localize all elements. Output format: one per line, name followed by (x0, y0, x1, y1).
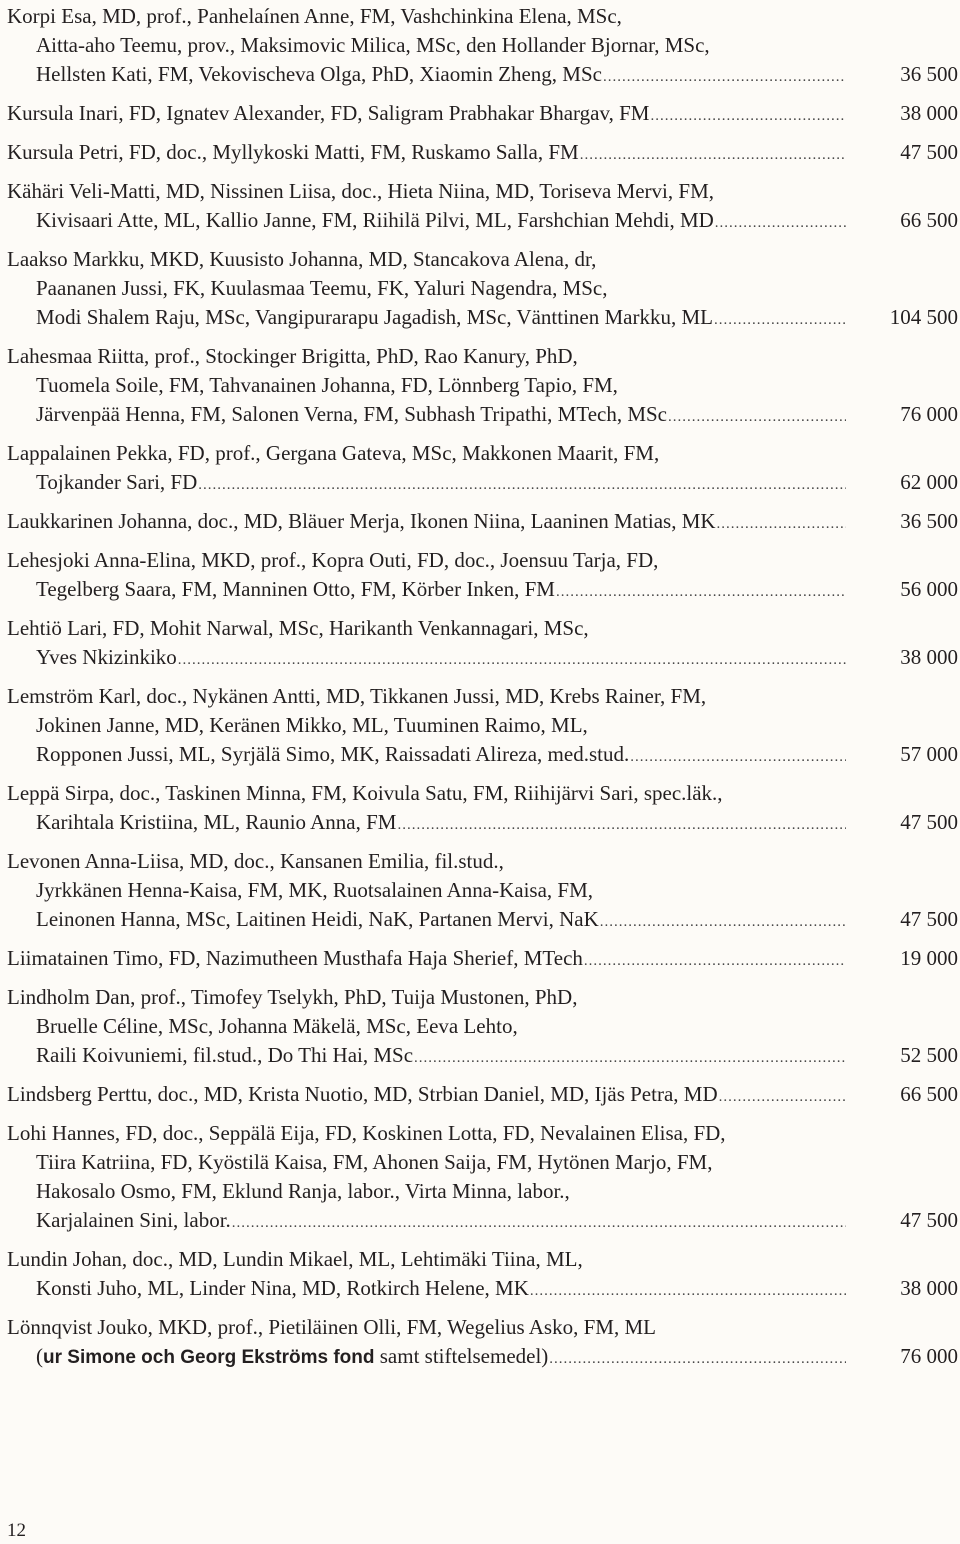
entry-line-text: Lappalainen Pekka, FD, prof., Gergana Gateva, MSc, Makkonen Maarit, FM, (7, 441, 660, 465)
grant-amount: 52 500 (900, 1043, 958, 1067)
entry-line (7, 1274, 958, 1303)
entry-line-text: Lohi Hannes, FD, doc., Seppälä Eija, FD, Koskinen Lotta, FD, Nevalainen Elisa, FD, (7, 1121, 726, 1145)
entry-line-text: Laukkarinen Johanna, doc., MD, Bläuer Merja, Ikonen Niina, Laaninen Matias, MK (7, 509, 716, 533)
dot-leader (668, 400, 846, 432)
entry-line-text: Ropponen Jussi, ML, Syrjälä Simo, MK, Raissadati Alireza, med.stud. (36, 742, 630, 766)
entry-line (7, 177, 958, 206)
entry-line (7, 1206, 958, 1235)
entry-line (7, 1080, 958, 1109)
entry-line (7, 740, 958, 769)
entry-line-text: Karihtala Kristiina, ML, Raunio Anna, FM (36, 810, 397, 834)
entry-line-text: Kähäri Veli-Matti, MD, Nissinen Liisa, doc., Hieta Niina, MD, Toriseva Mervi, FM, (7, 179, 714, 203)
dot-leader (719, 1080, 846, 1112)
entry-line (7, 507, 958, 536)
grant-entry (7, 546, 958, 604)
entry-line (7, 546, 958, 575)
grant-amount: 66 500 (900, 1082, 958, 1106)
entry-line-text: Leppä Sirpa, doc., Taskinen Minna, FM, Koivula Satu, FM, Riihijärvi Sari, spec.läk., (7, 781, 723, 805)
entry-line-text: Jyrkkänen Henna-Kaisa, FM, MK, Ruotsalainen Anna-Kaisa, FM, (36, 878, 593, 902)
grant-entry (7, 847, 958, 934)
entry-line (7, 944, 958, 973)
entry-line-text: Lemström Karl, doc., Nykänen Antti, MD, Tikkanen Jussi, MD, Krebs Rainer, FM, (7, 684, 707, 708)
entry-line-text: Laakso Markku, MKD, Kuusisto Johanna, MD, Stancakova Alena, dr, (7, 247, 597, 271)
entry-line-text: Kursula Petri, FD, doc., Myllykoski Matti, FM, Ruskamo Salla, FM (7, 140, 579, 164)
entry-line-text: Tiira Katriina, FD, Kyöstilä Kaisa, FM, Ahonen Saija, FM, Hytönen Marjo, FM, (36, 1150, 713, 1174)
entry-line-text: Tuomela Soile, FM, Tahvanainen Johanna, FD, Lönnberg Tapio, FM, (36, 373, 618, 397)
entry-line-text: Modi Shalem Raju, MSc, Vangipurarapu Jagadish, MSc, Vänttinen Markku, ML (36, 305, 713, 329)
grant-entry (7, 614, 958, 672)
entry-line (7, 847, 958, 876)
grant-entry (7, 507, 958, 536)
grant-entry (7, 99, 958, 128)
entry-line-text: Jokinen Janne, MD, Keränen Mikko, ML, Tuuminen Raimo, ML, (36, 713, 588, 737)
entry-line (7, 245, 958, 274)
grant-entry (7, 245, 958, 332)
entry-line (7, 303, 958, 332)
grant-entry (7, 1119, 958, 1235)
fund-name: ur Simone och Georg Ekströms fond (43, 1347, 375, 1368)
dot-leader (717, 507, 846, 539)
grant-entry (7, 2, 958, 89)
entry-line-text: Levonen Anna-Liisa, MD, doc., Kansanen Emilia, fil.stud., (7, 849, 504, 873)
entry-line (7, 274, 958, 303)
entry-line-text: Lindholm Dan, prof., Timofey Tselykh, PhD, Tuija Mustonen, PhD, (7, 985, 578, 1009)
entry-line-text: Karjalainen Sini, labor. (36, 1208, 231, 1232)
dot-leader (603, 60, 846, 92)
entry-line (7, 99, 958, 128)
entry-line (7, 1012, 958, 1041)
grant-entry (7, 944, 958, 973)
entry-line-text: Tegelberg Saara, FM, Manninen Otto, FM, Körber Inken, FM (36, 577, 555, 601)
entry-line (7, 1041, 958, 1070)
grant-entry (7, 439, 958, 497)
grant-amount: 36 500 (900, 509, 958, 533)
entry-line-text: Hellsten Kati, FM, Vekovischeva Olga, PhD, Xiaomin Zheng, MSc (36, 62, 602, 86)
dot-leader (556, 575, 846, 607)
entry-line (7, 1313, 958, 1342)
entry-line-text: Hakosalo Osmo, FM, Eklund Ranja, labor., Virta Minna, labor., (36, 1179, 570, 1203)
dot-leader (580, 138, 846, 170)
grant-amount: 19 000 (900, 946, 958, 970)
entry-line-text: Paananen Jussi, FK, Kuulasmaa Teemu, FK, Yaluri Nagendra, MSc, (36, 276, 608, 300)
page-number: 12 (7, 1520, 26, 1541)
entry-line-text: Raili Koivuniemi, fil.stud., Do Thi Hai, MSc (36, 1043, 414, 1067)
entry-line (7, 711, 958, 740)
grant-amount: 47 500 (900, 140, 958, 164)
dot-leader (630, 740, 846, 772)
entry-line (7, 808, 958, 837)
entry-line (7, 371, 958, 400)
entry-line (7, 983, 958, 1012)
dot-leader (650, 99, 846, 131)
dot-leader (584, 944, 846, 976)
grant-amount: 47 500 (900, 1208, 958, 1232)
entry-line-text: Lundin Johan, doc., MD, Lundin Mikael, ML, Lehtimäki Tiina, ML, (7, 1247, 583, 1271)
grant-entry (7, 682, 958, 769)
dot-leader (714, 303, 846, 335)
grant-amount: 57 000 (900, 742, 958, 766)
entry-line-text: Korpi Esa, MD, prof., Panhelaínen Anne, FM, Vashchinkina Elena, MSc, (7, 4, 622, 28)
grant-amount: 47 500 (900, 810, 958, 834)
grant-entry (7, 1080, 958, 1109)
entry-line-text: Kivisaari Atte, ML, Kallio Janne, FM, Riihilä Pilvi, ML, Farshchian Mehdi, MD (36, 208, 714, 232)
entry-line (7, 682, 958, 711)
entry-line-text: Yves Nkizinkiko (36, 645, 177, 669)
dot-leader (414, 1041, 846, 1073)
entry-line-text: Bruelle Céline, MSc, Johanna Mäkelä, MSc, Eeva Lehto, (36, 1014, 518, 1038)
entry-line-text: Lehtiö Lari, FD, Mohit Narwal, MSc, Harikanth Venkannagari, MSc, (7, 616, 589, 640)
entry-line-text: Liimatainen Timo, FD, Nazimutheen Musthafa Haja Sherief, MTech (7, 946, 583, 970)
grant-entry (7, 779, 958, 837)
grant-entry (7, 342, 958, 429)
dot-leader (198, 468, 846, 500)
entry-line (7, 206, 958, 235)
entry-line (7, 575, 958, 604)
entry-line (7, 614, 958, 643)
entry-line-text: Lönnqvist Jouko, MKD, prof., Pietiläinen Olli, FM, Wegelius Asko, FM, ML (7, 1315, 656, 1339)
entry-line (7, 1245, 958, 1274)
grant-amount: 76 000 (900, 402, 958, 426)
entry-line-text: Järvenpää Henna, FM, Salonen Verna, FM, Subhash Tripathi, MTech, MSc (36, 402, 668, 426)
grant-amount: 66 500 (900, 208, 958, 232)
entry-line-text: Tojkander Sari, FD (36, 470, 198, 494)
grant-amount: 38 000 (900, 1276, 958, 1300)
dot-leader (397, 808, 846, 840)
entry-line (7, 1177, 958, 1206)
entry-line (7, 643, 958, 672)
entry-line (7, 31, 958, 60)
grant-amount: 36 500 (900, 62, 958, 86)
entry-line (7, 60, 958, 89)
entry-line (7, 876, 958, 905)
entry-line-text: Konsti Juho, ML, Linder Nina, MD, Rotkirch Helene, MK (36, 1276, 529, 1300)
dot-leader (530, 1274, 846, 1306)
entry-line-text: Leinonen Hanna, MSc, Laitinen Heidi, NaK, Partanen Mervi, NaK (36, 907, 599, 931)
entry-line (7, 1119, 958, 1148)
dot-leader (715, 206, 846, 238)
entry-line (7, 779, 958, 808)
grant-entry (7, 177, 958, 235)
entry-line (7, 400, 958, 429)
entry-line-text: (ur Simone och Georg Ekströms fond samt stiftelsemedel) (36, 1344, 549, 1368)
entry-line (7, 342, 958, 371)
entry-line (7, 905, 958, 934)
grant-amount: 56 000 (900, 577, 958, 601)
grant-amount: 38 000 (900, 645, 958, 669)
grant-amount: 62 000 (900, 470, 958, 494)
entry-line (7, 439, 958, 468)
grant-list (7, 2, 958, 1381)
grant-entry (7, 983, 958, 1070)
grant-amount: 47 500 (900, 907, 958, 931)
entry-line-text: Lindsberg Perttu, doc., MD, Krista Nuotio, MD, Strbian Daniel, MD, Ijäs Petra, MD (7, 1082, 718, 1106)
entry-line (7, 2, 958, 31)
entry-line (7, 1148, 958, 1177)
grant-amount: 76 000 (900, 1344, 958, 1368)
grant-amount: 104 500 (889, 305, 958, 329)
entry-line-text: Lehesjoki Anna-Elina, MKD, prof., Kopra Outi, FD, doc., Joensuu Tarja, FD, (7, 548, 659, 572)
dot-leader (178, 643, 846, 675)
entry-line (7, 1342, 958, 1371)
grant-entry (7, 1313, 958, 1371)
entry-line-text: Kursula Inari, FD, Ignatev Alexander, FD, Saligram Prabhakar Bhargav, FM (7, 101, 650, 125)
dot-leader (549, 1342, 846, 1374)
dot-leader (600, 905, 846, 937)
grant-entry (7, 1245, 958, 1303)
entry-line (7, 468, 958, 497)
grant-entry (7, 138, 958, 167)
grant-amount: 38 000 (900, 101, 958, 125)
dot-leader (232, 1206, 846, 1238)
entry-line (7, 138, 958, 167)
entry-line-text: Aitta-aho Teemu, prov., Maksimovic Milica, MSc, den Hollander Bjornar, MSc, (36, 33, 710, 57)
entry-line-text: Lahesmaa Riitta, prof., Stockinger Brigitta, PhD, Rao Kanury, PhD, (7, 344, 578, 368)
